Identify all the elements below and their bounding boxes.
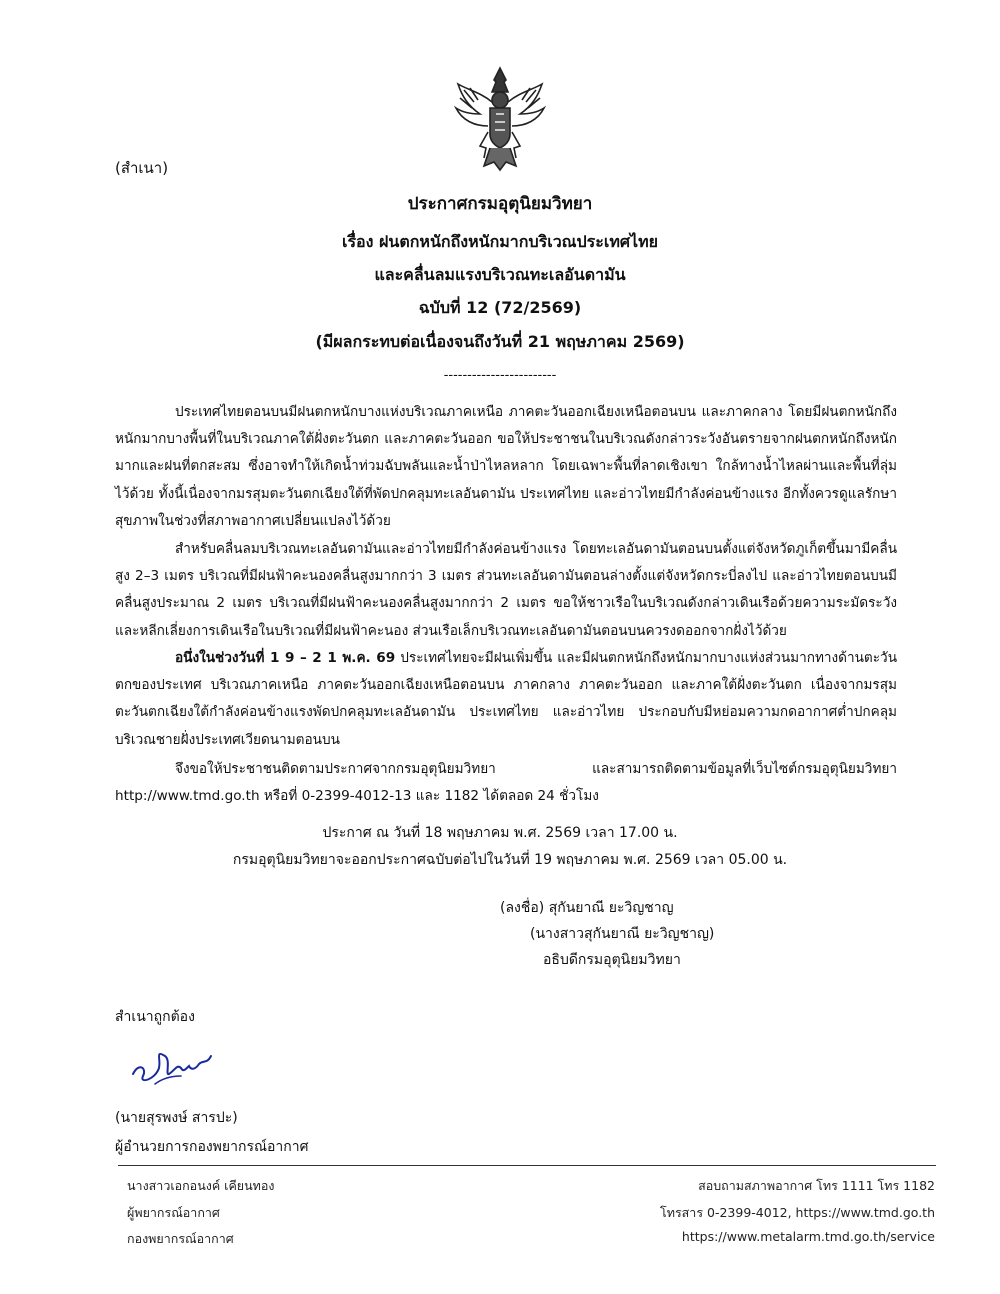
garuda-emblem-icon [450, 62, 550, 172]
issued-date: ประกาศ ณ วันที่ 18 พฤษภาคม พ.ศ. 2569 เวลา 17.00 น. [322, 825, 678, 841]
subject-line-2: และคลื่นลมแรงบริเวณทะเลอันดามัน [374, 265, 626, 284]
signed-line: (ลงชื่อ) สุกันยาณี ยะวิญชาญ [500, 900, 674, 916]
paragraph-follow-up [115, 756, 897, 810]
issue-number: ฉบับที่ 12 (72/2569) [418, 298, 582, 317]
certifier-position: ผู้อำนวยการกองพยากรณ์อากาศ [115, 1139, 309, 1155]
footer-hotline: สอบถามสภาพอากาศ โทร 1111 โทร 1182 [698, 1178, 935, 1193]
paragraph-wave-warning [115, 536, 897, 645]
certified-copy-label: สำเนาถูกต้อง [115, 1009, 195, 1025]
announcement-title: ประกาศกรมอุตุนิยมวิทยา [407, 194, 593, 214]
footer-forecaster-name: นางสาวเอกอนงค์ เคียนทอง [127, 1178, 275, 1193]
footer-divider [118, 1165, 936, 1166]
separator-line: ------------------------ [443, 368, 557, 383]
certifier-name: (นายสุรพงษ์ สารปะ) [115, 1110, 238, 1126]
paragraph-3-text: ประเทศไทยจะมีฝนเพิ่มขึ้น และมีฝนตกหนักถึงหนักมากบางแห่งส่วนมากทางด้านตะวันตกของประเทศ บริเวณภาคเหนือ ภาคตะวันออกเฉียงเหนือตอนบน ภาคกลาง ภาคตะวันออก และภาคใต้ฝั่งตะวันตก เนื่องจากมรสุมตะวันตกเฉียงใต้กำลังค่อนข้างแรงพัดปกคลุมทะเลอันดามัน ประเทศไทย และอ่าวไทย ประกอบกับมีหย่อมความกดอากาศต่ำปกคลุมบริเวณชายฝั่งประเทศเวียดนามตอนบน [115, 650, 897, 748]
next-issue: กรมอุตุนิยมวิทยาจะออกประกาศฉบับต่อไปในวันที่ 19 พฤษภาคม พ.ศ. 2569 เวลา 05.00 น. [232, 852, 788, 868]
footer-division: กองพยากรณ์อากาศ [127, 1231, 234, 1246]
footer-forecaster-role: ผู้พยากรณ์อากาศ [127, 1205, 220, 1220]
subject-line-1: เรื่อง ฝนตกหนักถึงหนักมากบริเวณประเทศไทย [341, 232, 659, 251]
paragraph-forecast [115, 645, 897, 754]
footer-fax-website: โทรสาร 0-2399-4012, https://www.tmd.go.th [660, 1205, 935, 1220]
signatory-name: (นางสาวสุกันยาณี ยะวิญชาญ) [530, 926, 715, 942]
paragraph-4-text: จึงขอให้ประชาชนติดตามประกาศจากกรมอุตุนิยมวิทยา และสามารถติดตามข้อมูลที่เว็บไซต์กรมอุตุนิยมวิทยา http://www.tmd.go.th หรือที่ 0-2399-4012-13 และ 1182 ได้ตลอด 24 ชั่วโมง [115, 761, 897, 805]
paragraph-2-text: สำหรับคลื่นลมบริเวณทะเลอันดามันและอ่าวไทยมีกำลังค่อนข้างแรง โดยทะเลอันดามันตอนบนตั้งแต่จังหวัดภูเก็ตขึ้นมามีคลื่นสูง 2–3 เมตร บริเวณที่มีฝนฟ้าคะนองคลื่นสูงมากกว่า 3 เมตร ส่วนทะเลอันดามันตอนล่างตั้งแต่จังหวัดกระบี่ลงไป และอ่าวไทยตอนบนมีคลื่นสูงประมาณ 2 เมตร บริเวณที่มีฝนฟ้าคะนองคลื่นสูงมากกว่า 2 เมตร ขอให้ชาวเรือในบริเวณดังกล่าวเดินเรือด้วยความระมัดระวังและหลีกเลี่ยงการเดินเรือในบริเวณที่มีฝนฟ้าคะนอง ส่วนเรือเล็กบริเวณทะเลอันดามันตอนบนควรงดออกจากฝั่งไว้ด้วย [115, 541, 897, 639]
forecast-period: อนึ่งในช่วงวันที่ 1 9 – 2 1 พ.ค. 69 [175, 650, 396, 666]
effect-period: (มีผลกระทบต่อเนื่องจนถึงวันที่ 21 พฤษภาคม 2569) [315, 332, 685, 351]
paragraph-1-text: ประเทศไทยตอนบนมีฝนตกหนักบางแห่งบริเวณภาคเหนือ ภาคตะวันออกเฉียงเหนือตอนบน และภาคกลาง โดยมีฝนตกหนักถึงหนักมากบางพื้นที่ในบริเวณภาคใต้ฝั่งตะวันตก และภาคตะวันออก ขอให้ประชาชนในบริเวณดังกล่าวระวังอันตรายจากฝนตกหนักถึงหนักมากและฝนที่ตกสะสม ซึ่งอาจทำให้เกิดน้ำท่วมฉับพลันและน้ำป่าไหลหลาก โดยเฉพาะพื้นที่ลาดเชิงเขา ใกล้ทางน้ำไหลผ่านและพื้นที่ลุ่มไว้ด้วย ทั้งนี้เนื่องจากมรสุมตะวันตกเฉียงใต้ที่พัดปกคลุมทะเลอันดามัน ประเทศไทย และอ่าวไทยมีกำลังค่อนข้างแรง อีกทั้งควรดูแลรักษาสุขภาพในช่วงที่สภาพอากาศเปลี่ยนแปลงไว้ด้วย [115, 404, 897, 529]
footer-metalarm-link[interactable]: https://www.metalarm.tmd.go.th/service [681, 1229, 935, 1244]
copy-mark: (สำเนา) [115, 159, 169, 177]
paragraph-rain-warning [115, 399, 897, 535]
handwritten-signature [125, 1040, 225, 1090]
signatory-position: อธิบดีกรมอุตุนิยมวิทยา [543, 952, 681, 968]
